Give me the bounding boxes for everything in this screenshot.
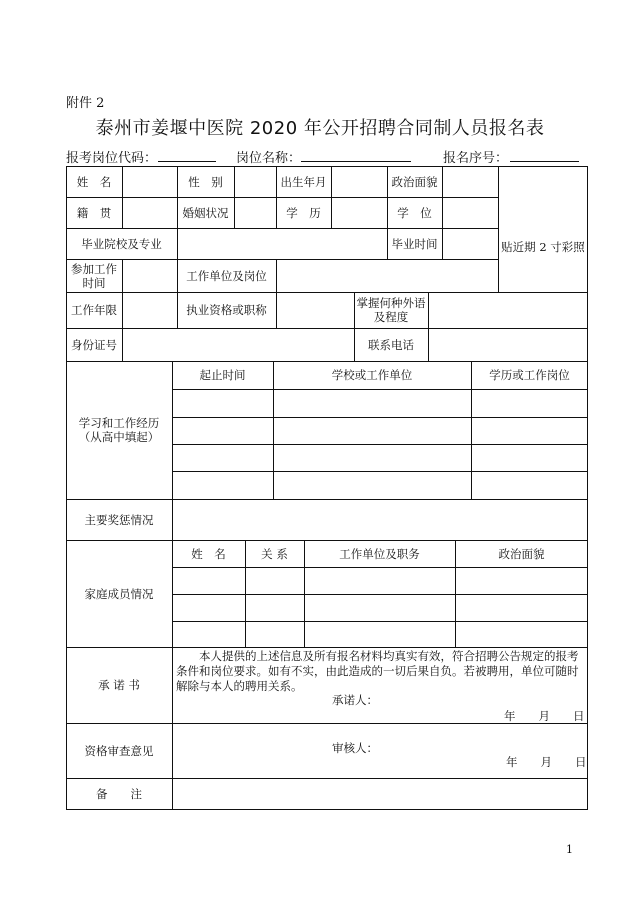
family-col-name: 姓 名: [191, 546, 226, 561]
post-code-label: 报考岗位代码：: [66, 151, 158, 166]
phone-label: 联系电话: [368, 337, 414, 352]
promise-label: 承 诺 书: [98, 678, 140, 692]
registration-form: [66, 166, 588, 810]
degree-label: 学 位: [397, 205, 432, 220]
experience-col-time: 起止时间: [199, 368, 246, 382]
remarks-field[interactable]: [172, 778, 588, 810]
family-col-unit: 工作单位及职务: [339, 546, 420, 561]
awards-field[interactable]: [172, 499, 588, 540]
degree-field[interactable]: [442, 197, 498, 228]
review-date: 年 月 日: [506, 755, 587, 769]
awards-label: 主要奖惩情况: [84, 512, 154, 527]
marital-label: 婚姻状况: [182, 205, 229, 220]
origin-label: 籍 贯: [76, 205, 112, 220]
grad-time-field[interactable]: [442, 228, 498, 259]
name-field[interactable]: [122, 166, 177, 197]
page-number: 1: [566, 843, 573, 856]
photo-area[interactable]: 贴近期 2 寸彩照: [501, 240, 585, 254]
family-col-relation: 关 系: [261, 546, 288, 561]
gender-field[interactable]: [234, 166, 276, 197]
id-field[interactable]: [122, 328, 354, 361]
birth-label: 出生年月: [280, 174, 327, 189]
education-label: 学 历: [286, 205, 321, 220]
education-field[interactable]: [331, 197, 387, 228]
promise-text: 本人提供的上述信息及所有报名材料均真实有效，符合招聘公告规定的报考条件和岗位要求。如有不实，由此造成的一切后果自负。若被聘用，单位可随时解除与本人的聘用关系。: [176, 649, 579, 693]
gender-label: 性 别: [188, 174, 223, 189]
id-label: 身份证号: [71, 337, 117, 352]
serial-label: 报名序号：: [443, 151, 509, 166]
post-name-label: 岗位名称：: [236, 151, 302, 166]
work-years-label: 工作年限: [71, 303, 117, 317]
marital-field[interactable]: [234, 197, 276, 228]
grad-time-label: 毕业时间: [391, 236, 438, 251]
politics-label: 政治面貌: [391, 174, 438, 189]
language-label: 掌握何种外语及程度: [356, 296, 426, 324]
page-title: 泰州市姜堰中医院 2020 年公开招聘合同制人员报名表: [95, 118, 545, 139]
origin-field[interactable]: [122, 197, 177, 228]
school-label: 毕业院校及专业: [81, 236, 162, 251]
birth-field[interactable]: [331, 166, 387, 197]
promiser-label: 承诺人：: [332, 693, 378, 707]
promise-date: 年 月 日: [504, 709, 585, 723]
experience-col-post: 学历或工作岗位: [489, 368, 570, 382]
remarks-label: 备 注: [96, 787, 142, 801]
phone-field[interactable]: [428, 328, 588, 361]
school-field[interactable]: [177, 228, 387, 259]
qualification-field[interactable]: [276, 292, 354, 328]
experience-col-unit: 学校或工作单位: [331, 368, 413, 382]
qualification-label: 执业资格或职称: [186, 303, 267, 317]
family-col-politics: 政治面貌: [498, 546, 545, 561]
attachment-label: 附件 2: [66, 96, 105, 111]
work-years-field[interactable]: [122, 292, 177, 328]
work-start-label: 参加工作时间: [71, 261, 117, 290]
reviewer-label: 审核人：: [332, 741, 378, 755]
work-unit-label: 工作单位及岗位: [186, 268, 267, 283]
post-code-field[interactable]: [158, 161, 216, 162]
name-label: 姓 名: [76, 174, 112, 189]
serial-field[interactable]: [510, 161, 579, 162]
family-label: 家庭成员情况: [84, 586, 154, 601]
politics-field[interactable]: [442, 166, 498, 197]
language-field[interactable]: [428, 292, 588, 328]
work-unit-field[interactable]: [276, 259, 498, 292]
experience-label: 学习和工作经历（从高中填起）: [78, 416, 160, 444]
review-label: 资格审查意见: [84, 743, 154, 758]
post-name-field[interactable]: [301, 161, 411, 162]
work-start-field[interactable]: [122, 259, 177, 292]
